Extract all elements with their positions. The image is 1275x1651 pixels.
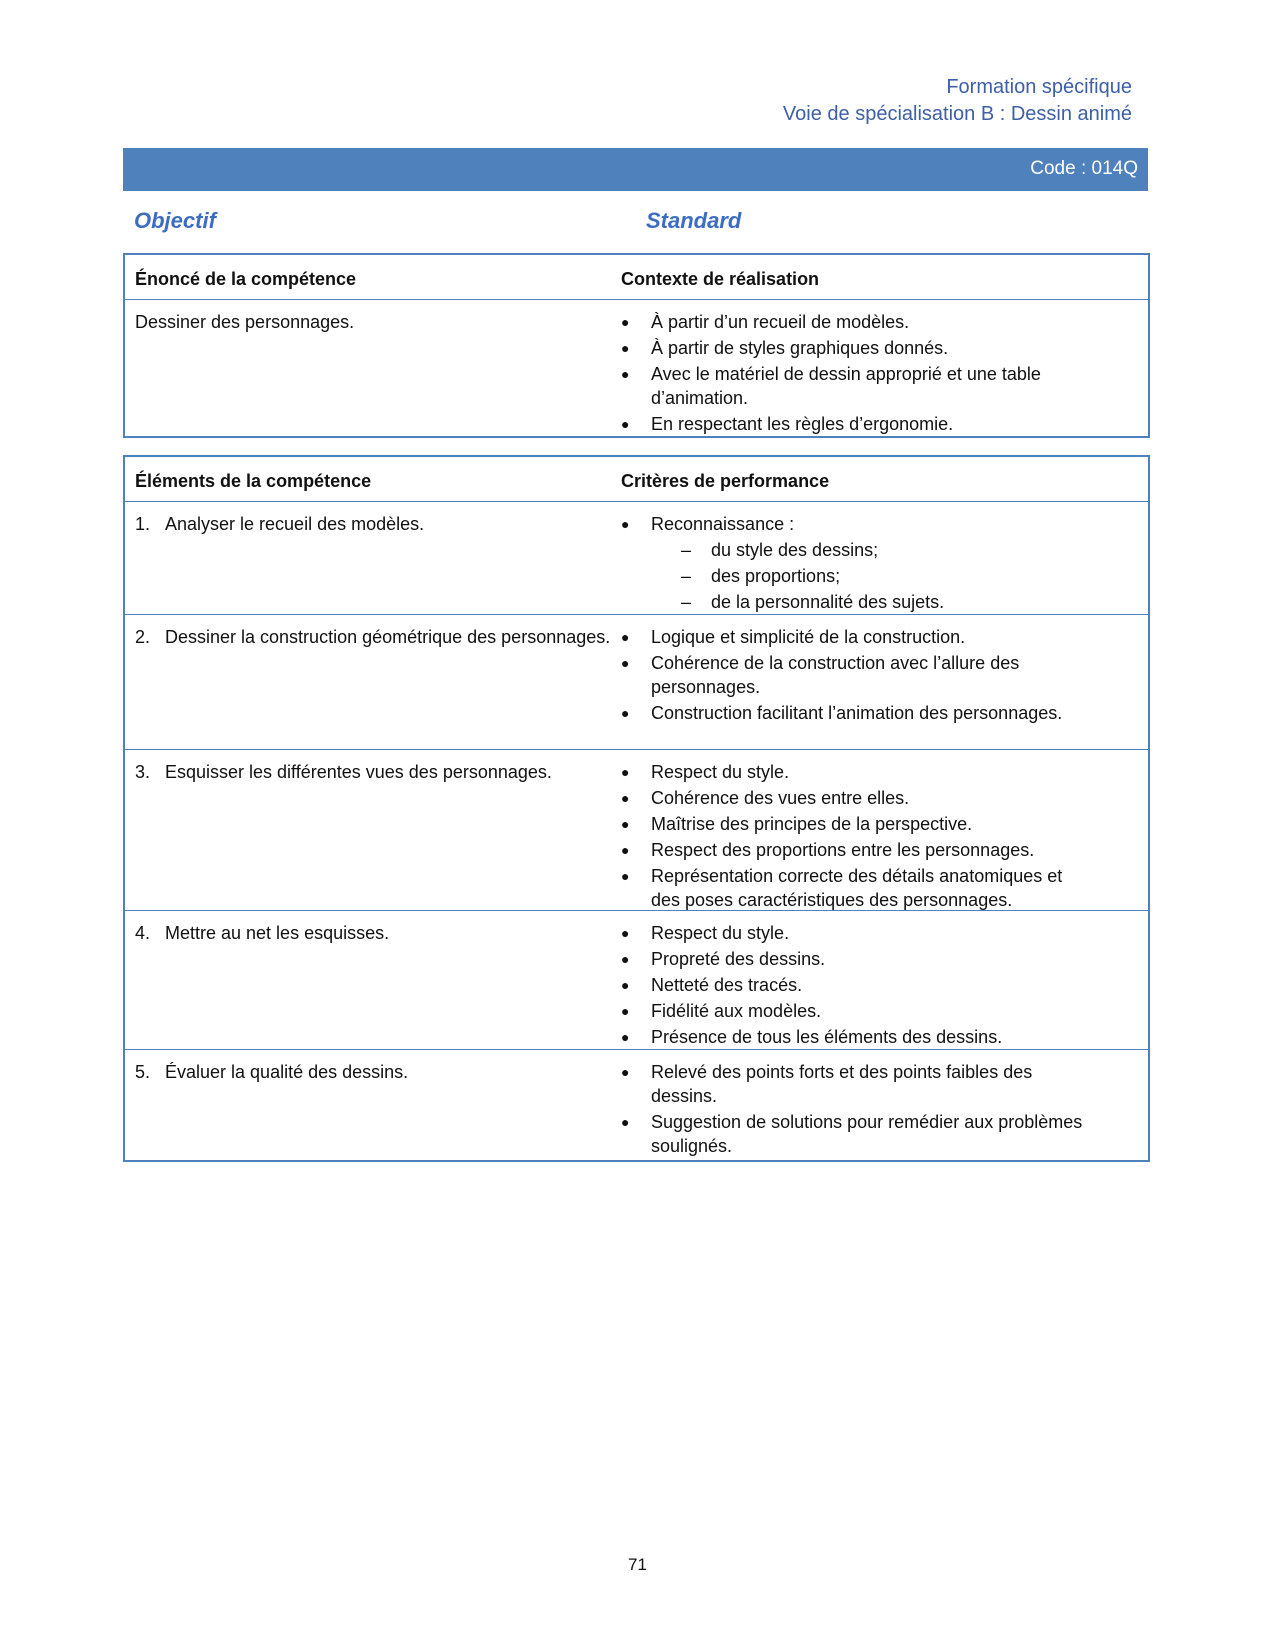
bullet-icon: ● bbox=[621, 925, 630, 941]
table-row bbox=[125, 911, 1148, 1050]
bullet-icon: ● bbox=[621, 366, 630, 382]
dash-icon: – bbox=[681, 566, 692, 586]
enonce-text: Dessiner des personnages. bbox=[135, 312, 355, 332]
dash-icon: – bbox=[681, 592, 692, 612]
document-header bbox=[783, 74, 1132, 128]
sub-list-item: – des proportions; bbox=[681, 566, 841, 586]
bullet-icon: ● bbox=[621, 764, 630, 780]
element-number: 4. bbox=[135, 923, 151, 943]
bullet-icon: ● bbox=[621, 1114, 630, 1130]
bullet-icon: ● bbox=[621, 629, 630, 645]
bullet-icon: ● bbox=[621, 655, 630, 671]
sub-list-item: – de la personnalité des sujets. bbox=[681, 592, 945, 612]
table-row bbox=[125, 502, 1148, 615]
bullet-icon: ● bbox=[621, 842, 630, 858]
list-item: ● Respect du style. bbox=[621, 762, 790, 782]
element-text: Analyser le recueil des modèles. bbox=[165, 514, 425, 534]
element-number: 1. bbox=[135, 514, 151, 534]
table-row bbox=[125, 750, 1148, 911]
element-text: Dessiner la construction géométrique des personnages. bbox=[165, 627, 611, 647]
bullet-icon: ● bbox=[621, 1064, 630, 1080]
list-item: ● Suggestion de solutions pour remédier aux problèmes soulignés. bbox=[621, 1112, 1083, 1156]
list-item: ● Respect des proportions entre les personnages. bbox=[621, 840, 1035, 860]
elements-header: Éléments de la compétence bbox=[135, 471, 372, 491]
contexte-header: Contexte de réalisation bbox=[621, 269, 820, 289]
header-voie: Voie de spécialisation B : Dessin animé bbox=[782, 103, 1132, 125]
list-item: ● Propreté des dessins. bbox=[621, 949, 826, 969]
page-number: 71 bbox=[628, 1555, 647, 1574]
table-header-row bbox=[125, 457, 1148, 502]
element-number: 3. bbox=[135, 762, 151, 782]
element-number: 2. bbox=[135, 627, 151, 647]
sub-list-item: – du style des dessins; bbox=[681, 540, 879, 560]
standard-heading: Standard bbox=[646, 208, 742, 233]
list-item: ● Fidélité aux modèles. bbox=[621, 1001, 822, 1021]
list-item: ● À partir d’un recueil de modèles. bbox=[621, 312, 910, 332]
element-text: Évaluer la qualité des dessins. bbox=[165, 1062, 409, 1082]
code-bar bbox=[123, 148, 1148, 191]
element-number: 5. bbox=[135, 1062, 151, 1082]
table-header-row bbox=[125, 255, 1148, 300]
bullet-icon: ● bbox=[621, 314, 630, 330]
bullet-icon: ● bbox=[621, 705, 630, 721]
element-text: Mettre au net les esquisses. bbox=[165, 923, 390, 943]
bullet-icon: ● bbox=[621, 516, 630, 532]
dash-icon: – bbox=[681, 540, 692, 560]
list-item: ● En respectant les règles d’ergonomie. bbox=[621, 414, 954, 434]
list-item: ● Reconnaissance : – du style des dessins; – des proportions; – de la personnalité des sujets. bbox=[621, 512, 1091, 614]
header-formation: Formation spécifique bbox=[946, 76, 1132, 98]
list-item: ● Netteté des tracés. bbox=[621, 975, 803, 995]
table-row bbox=[125, 300, 1148, 436]
elements-table bbox=[123, 455, 1150, 1162]
list-item: ● Présence de tous les éléments des dessins. bbox=[621, 1027, 1003, 1047]
bullet-icon: ● bbox=[621, 951, 630, 967]
bullet-icon: ● bbox=[621, 868, 630, 884]
bullet-icon: ● bbox=[621, 1003, 630, 1019]
competence-code: Code : 014Q bbox=[1030, 158, 1138, 179]
list-item: ● Représentation correcte des détails anatomiques et des poses caractéristiques des personnages. bbox=[621, 866, 1063, 910]
list-item: ● Cohérence des vues entre elles. bbox=[621, 788, 910, 808]
table-row bbox=[125, 615, 1148, 750]
section-headings bbox=[134, 208, 1139, 236]
objectif-heading: Objectif bbox=[134, 208, 216, 233]
bullet-icon: ● bbox=[621, 1029, 630, 1045]
list-item: ● Respect du style. bbox=[621, 923, 790, 943]
list-item: ● Cohérence de la construction avec l’allure des personnages. bbox=[621, 653, 1020, 697]
list-item: ● À partir de styles graphiques donnés. bbox=[621, 338, 949, 358]
criteres-header: Critères de performance bbox=[621, 471, 830, 491]
competence-table bbox=[123, 253, 1150, 438]
list-item: ● Construction facilitant l’animation des personnages. bbox=[621, 703, 1063, 723]
bullet-icon: ● bbox=[621, 977, 630, 993]
list-item: ● Maîtrise des principes de la perspective. bbox=[621, 814, 973, 834]
bullet-icon: ● bbox=[621, 816, 630, 832]
bullet-icon: ● bbox=[621, 340, 630, 356]
list-item: ● Logique et simplicité de la construction. bbox=[621, 627, 966, 647]
bullet-icon: ● bbox=[621, 416, 630, 432]
bullet-icon: ● bbox=[621, 790, 630, 806]
table-row bbox=[125, 1050, 1148, 1160]
list-item: ● Relevé des points forts et des points faibles des dessins. bbox=[621, 1062, 1033, 1106]
list-item: ● Avec le matériel de dessin approprié et une table d’animation. bbox=[621, 364, 1041, 408]
element-text: Esquisser les différentes vues des personnages. bbox=[165, 762, 552, 782]
enonce-header: Énoncé de la compétence bbox=[135, 269, 357, 289]
